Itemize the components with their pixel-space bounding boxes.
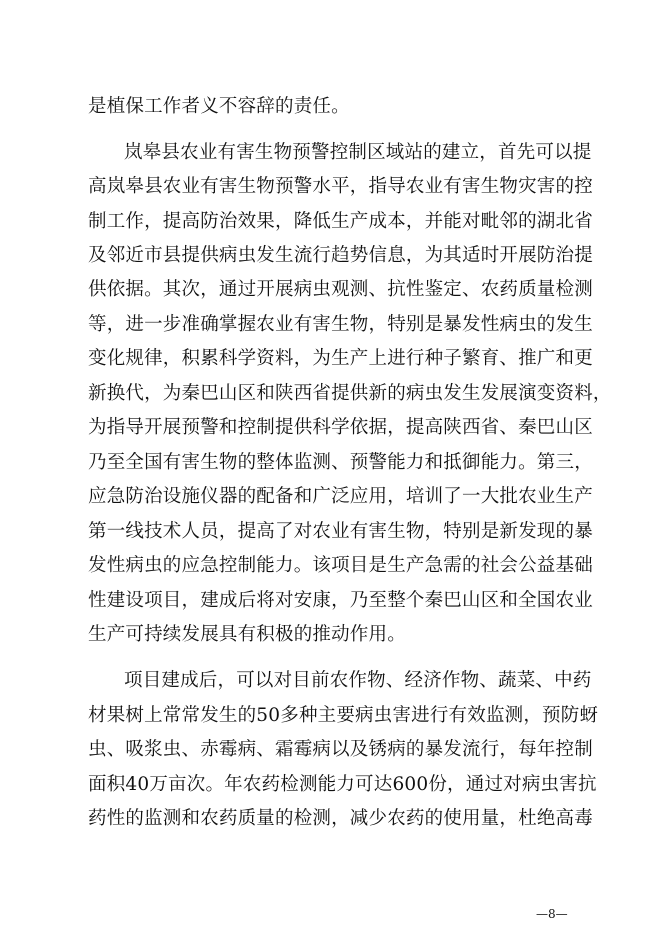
text-line: 材果树上常常发生的50多种主要病虫害进行有效监测，预防蚜 bbox=[88, 705, 599, 726]
text-line: 第一线技术人员，提高了对农业有害生物，特别是新发现的暴 bbox=[88, 521, 593, 542]
text-line: 是植保工作者义不容辞的责任。 bbox=[88, 96, 350, 117]
text-line: 药性的监测和农药质量的检测，减少农药的使用量，杜绝高毒 bbox=[88, 808, 593, 829]
text-line: 虫、吸浆虫、赤霉病、霜霉病以及锈病的暴发流行，每年控制 bbox=[88, 739, 593, 760]
text-line: 高岚皋县农业有害生物预警水平，指导农业有害生物灾害的控 bbox=[88, 176, 593, 197]
text-line: 供依据。其次，通过开展病虫观测、抗性鉴定、农药质量检测 bbox=[88, 279, 593, 300]
text-line: 面积40万亩次。年农药检测能力可达600份，通过对病虫害抗 bbox=[88, 774, 597, 795]
text-line: 等，进一步准确掌握农业有害生物，特别是暴发性病虫的发生 bbox=[88, 314, 593, 335]
text-line: 制工作，提高防治效果，降低生产成本，并能对毗邻的湖北省 bbox=[88, 211, 593, 232]
text-line: 及邻近市县提供病虫发生流行趋势信息，为其适时开展防治提 bbox=[88, 245, 593, 266]
text-line: 生产可持续发展具有积极的推动作用。 bbox=[88, 624, 406, 645]
text-line: 应急防治设施仪器的配备和广泛应用，培训了一大批农业生产 bbox=[88, 486, 593, 507]
text-line: 发性病虫的应急控制能力。该项目是生产急需的社会公益基础 bbox=[88, 555, 593, 576]
text-line: 岚皋县农业有害生物预警控制区域站的建立，首先可以提 bbox=[124, 142, 592, 163]
text-line: 为指导开展预警和控制提供科学依据，提高陕西省、秦巴山区 bbox=[88, 417, 593, 438]
text-line: 新换代，为秦巴山区和陕西省提供新的病虫发生发展演变资料， bbox=[88, 383, 612, 404]
text-line: 性建设项目，建成后将对安康，乃至整个秦巴山区和全国农业 bbox=[88, 590, 593, 611]
text-line: 乃至全国有害生物的整体监测、预警能力和抵御能力。第三， bbox=[88, 452, 593, 473]
text-line: 项目建成后，可以对目前农作物、经济作物、蔬菜、中药 bbox=[124, 670, 592, 691]
page-number: —8— bbox=[536, 907, 568, 921]
text-line: 变化规律，积累科学资料，为生产上进行种子繁育、推广和更 bbox=[88, 348, 593, 369]
